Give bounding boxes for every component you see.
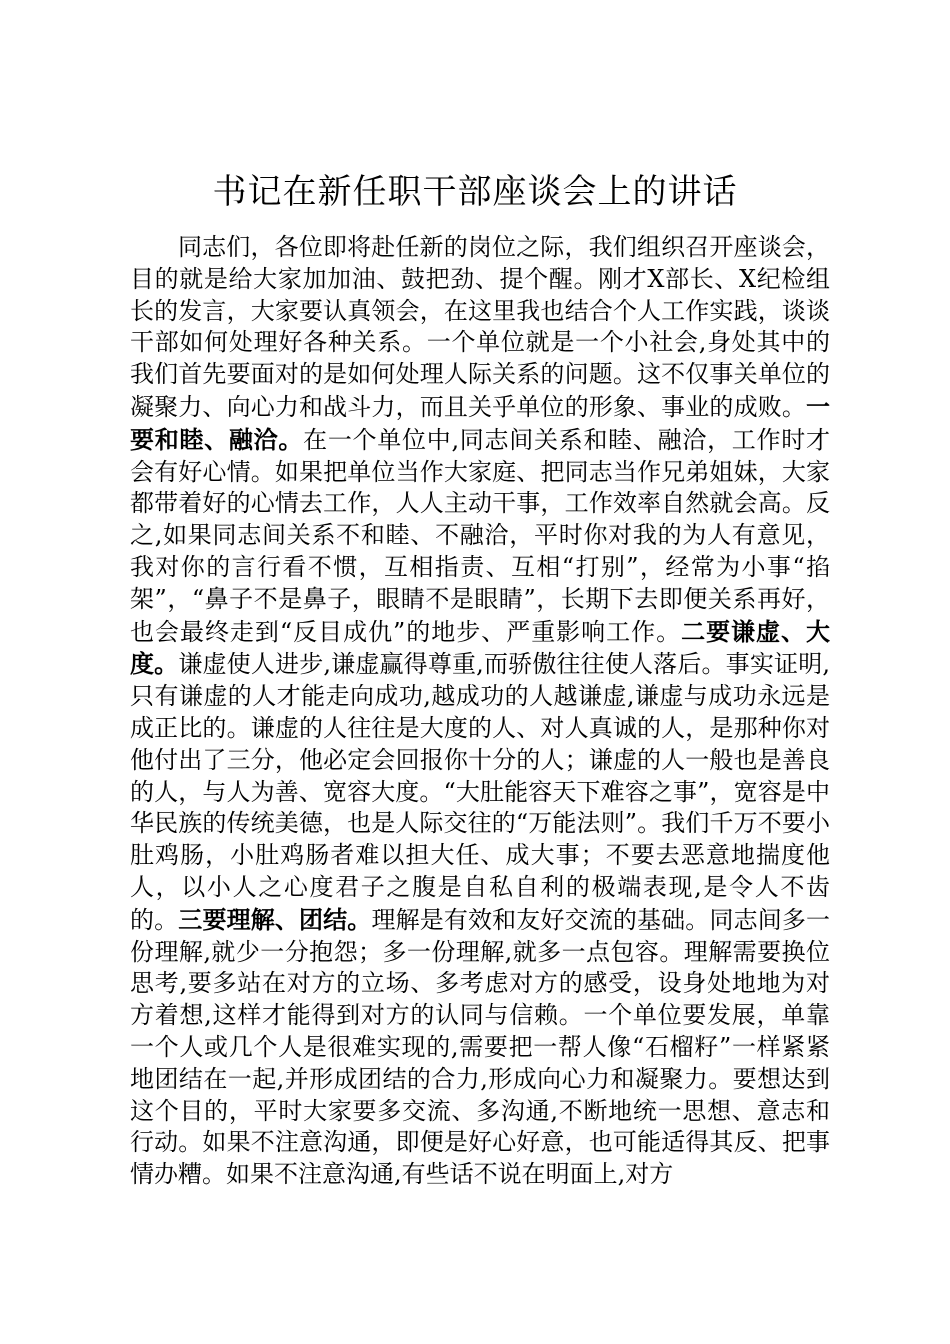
- heading-point-3: 三要理解、团结。: [178, 904, 372, 934]
- document-title: 书记在新任职干部座谈会上的讲话: [212, 172, 738, 212]
- paragraph-text: 谦虚使人进步,谦虚赢得尊重,而骄傲往往使人落后。事实证明,只有谦虚的人才能走向成功,越成功的人越谦虚,谦虚与成功永远是成正比的。谦虚的人往往是大度的人、对人真诚的人，是那种你对他付出了三分，他必定会回报你十分的人；谦虚的人一般也是善良的人，与人为善、宽容大度。“大肚能容天下难容之事”，宽容是中华民族的传统美德，也是人际交往的“万能法则”。我们千万不要小肚鸡肠，小肚鸡肠者难以担大任、成大事；不要去恶意地揣度他人，以小人之心度君子之腹是自私自利的极端表现,是令人不齿的。: [130, 650, 830, 934]
- paragraph-text: 在一个单位中,同志间关系和睦、融洽，工作时才会有好心情。如果把单位当作大家庭、把同志当作兄弟姐妹，大家都带着好的心情去工作，人人主动干事，工作效率自然就会高。反之,如果同志间关系不和睦、不融洽，平时你对我的为人有意见，我对你的言行看不惯，互相指责、互相“打别”，经常为小事“掐架”，“鼻子不是鼻子，眼睛不是眼睛”，长期下去即便关系再好，也会最终走到“反目成仇”的地步、严重影响工作。: [130, 425, 830, 646]
- heading-point-2: 二要谦虚、大度。: [130, 616, 830, 679]
- heading-point-1: 一要和睦、融洽。: [130, 391, 830, 454]
- paragraph-text: 同志们，各位即将赴任新的岗位之际，我们组织召开座谈会，目的就是给大家加加油、鼓把劲、提个醒。刚才X部长、X纪检组长的发言，大家要认真领会，在这里我也结合个人工作实践，谈谈干部如何处理好各种关系。一个单位就是一个小社会,身处其中的我们首先要面对的是如何处理人际关系的问题。这不仅事关单位的凝聚力、向心力和战斗力，而且关乎单位的形象、事业的成败。: [130, 233, 830, 421]
- paragraph-text: 理解是有效和友好交流的基础。同志间多一份理解,就少一分抱怨；多一份理解,就多一点包容。理解需要换位思考,要多站在对方的立场、多考虑对方的感受，设身处地地为对方着想,这样才能得到对方的认同与信赖。一个单位要发展，单靠一个人或几个人是很难实现的,需要把一帮人像“石榴籽”一样紧紧地团结在一起,并形成团结的合力,形成向心力和凝聚力。要想达到这个目的，平时大家要多交流、多沟通,不断地统一思想、意志和行动。如果不注意沟通，即便是好心好意，也可能适得其反、把事情办糟。如果不注意沟通,有些话不说在明面上,对方: [130, 905, 831, 1189]
- body-paragraph: [130, 232, 830, 1191]
